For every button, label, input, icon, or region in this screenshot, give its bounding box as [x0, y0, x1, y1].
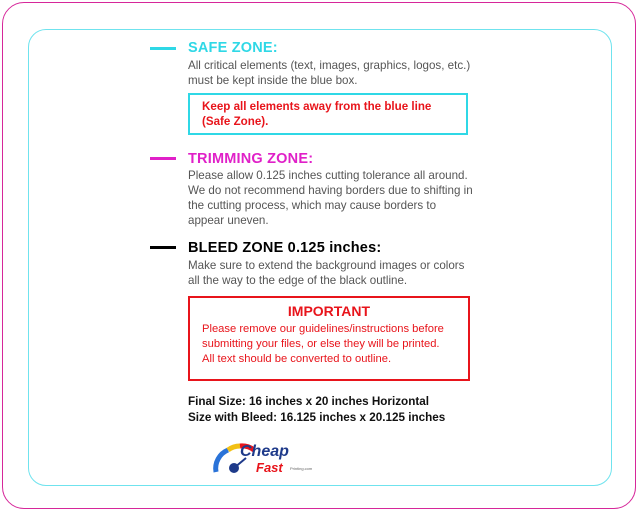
safe-zone-note-box: [188, 93, 468, 135]
trimming-zone-title: TRIMMING ZONE:: [188, 151, 314, 167]
logo-word-printing: Printing.com: [290, 466, 313, 471]
trimming-zone-line: appear uneven.: [188, 214, 269, 227]
bleed-zone-swatch: [150, 246, 176, 249]
safe-zone-note: (Safe Zone).: [202, 115, 269, 128]
trimming-zone-line: We do not recommend having borders due to shifting in: [188, 184, 473, 197]
safe-zone-line: All critical elements (text, images, graphics, logos, etc.): [188, 59, 471, 72]
bleed-zone-line: Make sure to extend the background images or colors: [188, 259, 465, 272]
trimming-zone-line: Please allow 0.125 inches cutting tolerance all around.: [188, 169, 468, 182]
safe-zone-title: SAFE ZONE:: [188, 40, 278, 56]
important-box: [188, 296, 470, 381]
logo-word-cheap: Cheap: [240, 443, 289, 460]
important-line: Please remove our guidelines/instructions before: [202, 323, 444, 335]
logo-word-fast: Fast: [256, 460, 283, 475]
trimming-zone-text: [188, 168, 473, 228]
bleed-zone-line: all the way to the edge of the black outline.: [188, 274, 408, 287]
safe-zone-text: [188, 58, 470, 88]
safe-zone-note: Keep all elements away from the blue line: [202, 100, 432, 113]
final-size-line: Final Size: 16 inches x 20 inches Horizontal: [188, 395, 429, 408]
safe-zone-swatch: [150, 47, 176, 50]
final-size-info: [188, 394, 445, 425]
important-title: IMPORTANT: [287, 303, 371, 319]
bleed-size-line: Size with Bleed: 16.125 inches x 20.125 inches: [188, 410, 446, 424]
bleed-zone-title: BLEED ZONE 0.125 inches:: [188, 240, 382, 256]
important-line: All text should be converted to outline.: [202, 353, 392, 365]
safe-zone-line: must be kept inside the blue box.: [188, 74, 358, 87]
cheapfastprinting-logo: [210, 438, 320, 480]
trimming-zone-line: the cutting process, which may cause borders to: [188, 199, 437, 212]
bleed-zone-text: [188, 258, 464, 288]
important-line: submitting your files, or else they will be printed.: [202, 338, 440, 350]
trimming-zone-swatch: [150, 157, 176, 160]
